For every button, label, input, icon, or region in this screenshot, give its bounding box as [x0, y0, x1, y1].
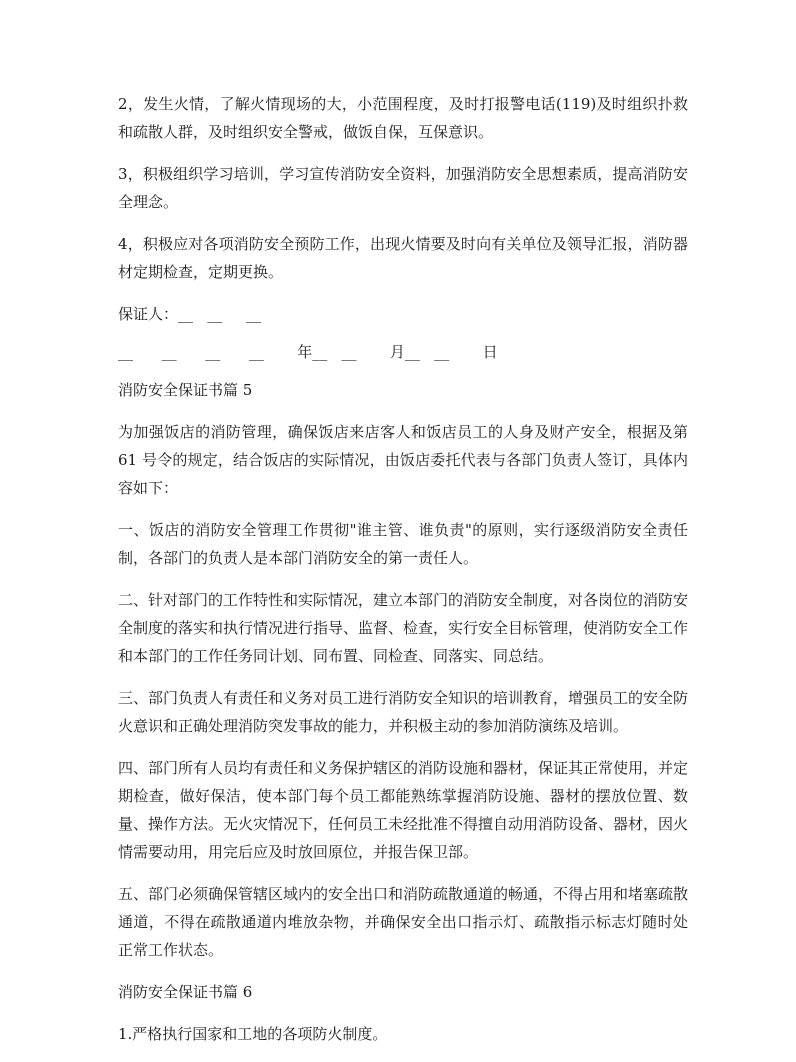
section-6-clause-1: 1.严格执行国家和工地的各项防火制度。: [118, 1025, 388, 1043]
paragraph-item-3: 3，积极组织学习培训，学习宣传消防安全资料，加强消防安全思想素质，提高消防安全理念。: [118, 165, 688, 211]
section-5-clause-1: 一、饭店的消防安全管理工作贯彻"谁主管、谁负责"的原则，实行逐级消防安全责任制，各部门的负责人是本部门消防安全的第一责任人。: [118, 521, 688, 567]
section-5-intro: 为加强饭店的消防管理，确保饭店来店客人和饭店员工的人身及财产安全，根据及第 61 号令的规定，结合饭店的实际情况，由饭店委托代表与各部门负责人签订，具体内容如下：: [118, 423, 693, 497]
guarantor-line: 保证人：__ __ __: [118, 305, 262, 323]
section-5-title: 消防安全保证书篇 5: [118, 381, 253, 399]
section-5-clause-3: 三、部门负责人有责任和义务对员工进行消防安全知识的培训教育，增强员工的安全防火意识和正确处理消防突发事故的能力，并积极主动的参加消防演练及培训。: [118, 689, 689, 735]
document-page: [118, 90, 727, 1062]
section-5-clause-5: 五、部门必须确保管辖区域内的安全出口和消防疏散通道的畅通，不得占用和堵塞疏散通道，不得在疏散通道内堆放杂物，并确保安全出口指示灯、疏散指示标志灯随时处 正常工作状态。: [118, 885, 727, 959]
date-line: __ __ __ __ 年__ __ 月__ __ 日: [118, 343, 498, 361]
section-5-clause-2: 二、针对部门的工作特性和实际情况，建立本部门的消防安全制度，对各岗位的消防安全制度的落实和执行情况进行指导、监督、检查，实行安全目标管理，使消防安全工作和本部门的工作任务同计划、同布置、同检查、同落实、同总结。: [118, 591, 689, 665]
paragraph-item-2: 2，发生火情，了解火情现场的大，小范围程度，及时打报警电话(119)及时组织扑救和疏散人群，及时组织安全警戒，做饭自保，互保意识。: [118, 95, 688, 141]
section-6-title: 消防安全保证书篇 6: [118, 983, 253, 1001]
section-5-clause-4: 四、部门所有人员均有责任和义务保护辖区的消防设施和器材，保证其正常使用，并定期检查，做好保洁，使本部门每个员工都能熟练掌握消防设施、器材的摆放位置、数量、操作方法。无火灾情况下，任何员工未经批准不得擅自动用消防设备、器材，因火情需要动用，用完后应及时放回原位，并报告保卫部。: [118, 759, 689, 861]
paragraph-item-4: 4，积极应对各项消防安全预防工作，出现火情要及时向有关单位及领导汇报，消防器材定期检查，定期更换。: [118, 235, 688, 281]
